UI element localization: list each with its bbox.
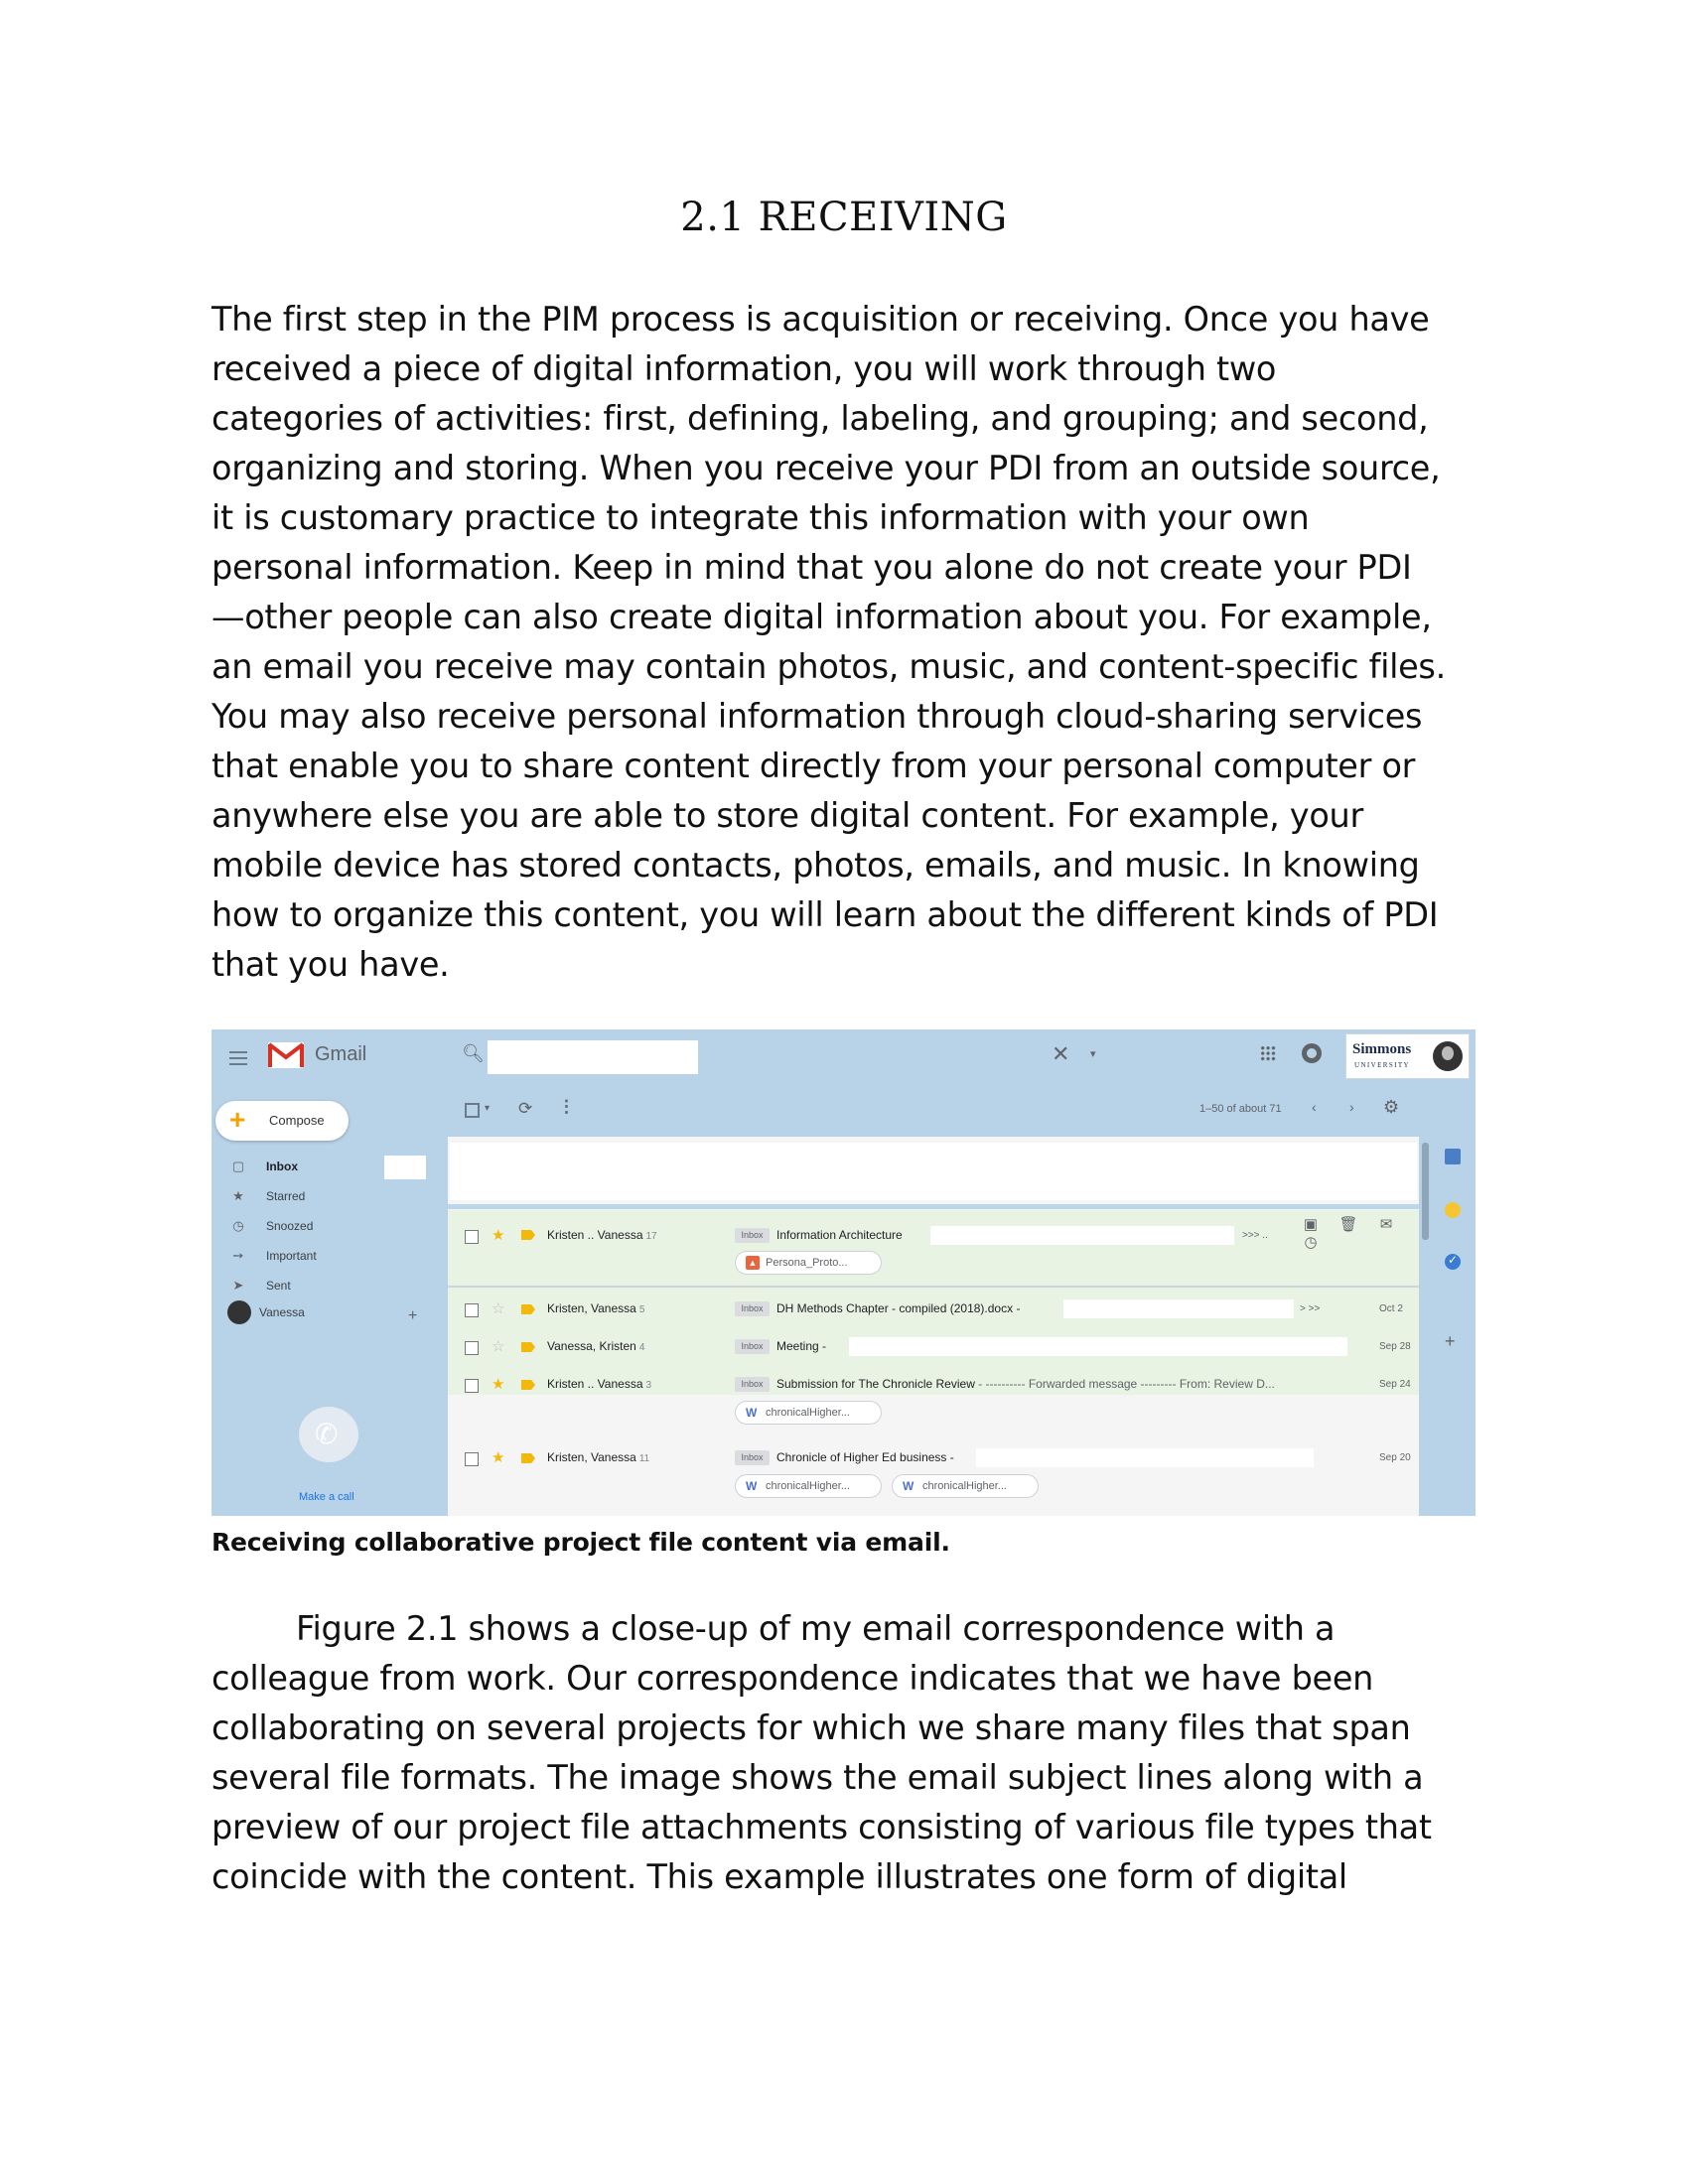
row-actions xyxy=(1292,1215,1419,1251)
keep-icon[interactable] xyxy=(1445,1202,1461,1218)
sidebar-item-snoozed[interactable] xyxy=(211,1212,448,1242)
row-subject: Meeting - xyxy=(776,1339,827,1353)
sidebar-item-sent[interactable] xyxy=(211,1272,448,1301)
notifications-icon[interactable] xyxy=(1302,1043,1322,1063)
inbox-label-badge: Inbox xyxy=(735,1450,770,1465)
row-subject: Information Architecture xyxy=(776,1228,903,1242)
make-call-link[interactable]: Make a call xyxy=(299,1491,354,1503)
promo-banner xyxy=(450,1143,1417,1200)
snippet-area xyxy=(1063,1299,1294,1318)
attachment-chip[interactable]: W chronicalHigher... xyxy=(892,1474,1039,1498)
row-subject: Chronicle of Higher Ed business - xyxy=(776,1450,954,1464)
intro-paragraph xyxy=(211,295,1482,990)
row-date: Sep 28 xyxy=(1379,1341,1411,1352)
app-name: Gmail xyxy=(315,1043,367,1065)
paragraph-line: The first step in the PIM process is acquisition or receiving. Once you have xyxy=(211,300,1430,339)
mark-read-icon[interactable]: ✉ xyxy=(1379,1216,1393,1233)
figure-paragraph xyxy=(211,1604,1482,1902)
snooze-icon[interactable]: ◷ xyxy=(1304,1234,1318,1251)
figure-caption: Receiving collaborative project file content via email. xyxy=(211,1528,950,1557)
attachment-chip[interactable]: W chronicalHigher... xyxy=(735,1474,882,1498)
sidebar-item-label: Snoozed xyxy=(266,1219,314,1233)
table-row[interactable] xyxy=(448,1363,1419,1433)
compose-plus-icon: + xyxy=(229,1104,246,1135)
sidebar-item-label: Inbox xyxy=(266,1160,298,1173)
chevron-down-icon[interactable]: ▾ xyxy=(485,1103,491,1114)
paragraph-line: categories of activities: first, defining, labeling, and grouping; and second, xyxy=(211,399,1429,438)
attachment-chip[interactable]: W chronicalHigher... xyxy=(735,1401,882,1425)
paragraph-line: anywhere else you are able to store digital content. For example, your xyxy=(211,796,1363,835)
table-row[interactable] xyxy=(448,1325,1419,1363)
trash-icon[interactable]: 🗑︎ xyxy=(1338,1216,1358,1233)
divider xyxy=(448,1204,1419,1209)
pdf-file-icon: ▲ xyxy=(746,1256,760,1270)
important-marker-icon[interactable] xyxy=(521,1380,535,1390)
inbox-label-badge: Inbox xyxy=(735,1228,770,1243)
hangouts-user-name: Vanessa xyxy=(259,1305,305,1319)
paragraph-line: mobile device has stored contacts, photos, emails, and music. In knowing xyxy=(211,846,1420,885)
side-panel xyxy=(1431,1137,1476,1516)
snippet-area xyxy=(930,1226,1234,1245)
paragraph-line: that you have. xyxy=(211,945,450,984)
paragraph-line: —other people can also create digital information about you. For example, xyxy=(211,598,1432,636)
compose-button[interactable] xyxy=(215,1101,349,1141)
word-document-icon: W xyxy=(746,1479,758,1493)
calendar-icon[interactable] xyxy=(1445,1149,1461,1164)
star-icon[interactable]: ★ xyxy=(492,1449,505,1466)
add-addon-icon[interactable]: + xyxy=(1445,1331,1456,1351)
gear-icon[interactable]: ⚙ xyxy=(1383,1097,1400,1117)
star-icon[interactable]: ☆ xyxy=(492,1338,505,1355)
search-icon[interactable]: 🔍︎ xyxy=(462,1043,485,1063)
send-icon: ➤ xyxy=(232,1278,244,1293)
important-marker-icon[interactable] xyxy=(521,1304,535,1314)
scrollbar[interactable] xyxy=(1420,1137,1430,1516)
gmail-screenshot-figure xyxy=(211,1029,1476,1516)
important-icon: ➙ xyxy=(232,1248,244,1263)
row-date: Oct 2 xyxy=(1379,1303,1403,1314)
sidebar-item-important[interactable] xyxy=(211,1242,448,1272)
clock-icon: ◷ xyxy=(232,1218,244,1233)
paragraph-line: that enable you to share content directly from your personal computer or xyxy=(211,747,1416,785)
important-marker-icon[interactable] xyxy=(521,1230,535,1240)
paragraph-line: several file formats. The image shows the email subject lines along with a xyxy=(211,1758,1424,1797)
paragraph-line: how to organize this content, you will learn about the different kinds of PDI xyxy=(211,895,1439,934)
row-sender: Kristen .. Vanessa 3 xyxy=(547,1377,652,1391)
avatar xyxy=(227,1300,251,1324)
row-snippet: - ---------- Forwarded message --------- From: Review D... xyxy=(974,1377,1275,1391)
paragraph-line: preview of our project file attachments consisting of various file types that xyxy=(211,1808,1432,1846)
archive-icon[interactable]: ▣ xyxy=(1303,1216,1319,1233)
attachment-chip[interactable]: ▲ Persona_Proto... xyxy=(735,1251,882,1275)
paragraph-line: You may also receive personal information through cloud-sharing services xyxy=(211,697,1423,736)
inbox-label-badge: Inbox xyxy=(735,1377,770,1392)
row-checkbox[interactable] xyxy=(465,1303,479,1317)
message-list xyxy=(448,1137,1419,1516)
apps-grid-icon[interactable] xyxy=(1260,1045,1276,1061)
row-date: Sep 24 xyxy=(1379,1379,1411,1390)
inbox-label-badge: Inbox xyxy=(735,1339,770,1354)
row-sender: Vanessa, Kristen 4 xyxy=(547,1339,645,1353)
important-marker-icon[interactable] xyxy=(521,1453,535,1463)
row-checkbox[interactable] xyxy=(465,1341,479,1355)
row-sender: Kristen, Vanessa 11 xyxy=(547,1450,650,1464)
star-icon: ★ xyxy=(232,1188,244,1203)
compose-label: Compose xyxy=(269,1113,325,1128)
account-name: Simmons xyxy=(1352,1041,1412,1057)
pagination-status: 1–50 of about 71 xyxy=(1199,1103,1282,1115)
inbox-icon: ▢ xyxy=(231,1159,245,1173)
row-date: Sep 20 xyxy=(1379,1452,1411,1463)
paragraph-line: colleague from work. Our correspondence indicates that we have been xyxy=(211,1659,1374,1698)
account-badge[interactable] xyxy=(1345,1033,1470,1079)
thread-marker: >>> .. xyxy=(1242,1230,1268,1241)
table-row[interactable] xyxy=(448,1288,1419,1325)
word-document-icon: W xyxy=(746,1406,758,1420)
next-page-icon[interactable]: › xyxy=(1349,1099,1354,1115)
phone-call-icon[interactable] xyxy=(299,1407,358,1462)
sidebar-item-label: Starred xyxy=(266,1189,306,1203)
table-row[interactable] xyxy=(448,1436,1419,1516)
snippet-area xyxy=(849,1337,1347,1356)
sidebar-item-label: Sent xyxy=(266,1279,291,1293)
paragraph-line: collaborating on several projects for which we share many files that span xyxy=(211,1708,1411,1747)
search-input[interactable] xyxy=(488,1040,698,1074)
star-icon[interactable]: ★ xyxy=(492,1227,505,1244)
row-checkbox[interactable] xyxy=(465,1452,479,1466)
row-checkbox[interactable] xyxy=(465,1379,479,1393)
paragraph-line: Figure 2.1 shows a close-up of my email correspondence with a xyxy=(296,1609,1336,1648)
main-menu-icon[interactable] xyxy=(229,1051,247,1065)
row-subject: DH Methods Chapter - compiled (2018).docx - xyxy=(776,1301,1021,1315)
sidebar-item-inbox[interactable] xyxy=(211,1153,448,1182)
thread-marker: > >> xyxy=(1300,1303,1321,1314)
clear-search-icon[interactable]: ✕ xyxy=(1052,1041,1070,1066)
row-sender: Kristen .. Vanessa 17 xyxy=(547,1228,657,1242)
search-options-icon[interactable]: ▾ xyxy=(1090,1048,1096,1060)
paragraph-line: coincide with the content. This example illustrates one form of digital xyxy=(211,1857,1347,1896)
tasks-icon[interactable] xyxy=(1445,1254,1461,1270)
avatar xyxy=(1433,1041,1463,1071)
important-marker-icon[interactable] xyxy=(521,1342,535,1352)
star-icon[interactable]: ☆ xyxy=(492,1300,505,1317)
paragraph-line: organizing and storing. When you receive your PDI from an outside source, xyxy=(211,449,1441,487)
account-sub: UNIVERSITY xyxy=(1354,1061,1410,1069)
sidebar-item-label: Important xyxy=(266,1249,317,1263)
word-document-icon: W xyxy=(903,1479,914,1493)
paragraph-line: received a piece of digital information, you will work through two xyxy=(211,349,1277,388)
row-subject: Submission for The Chronicle Review - ---------- Forwarded message --------- From: Review D... xyxy=(776,1377,1275,1391)
sidebar-item-starred[interactable] xyxy=(211,1182,448,1212)
star-icon[interactable]: ★ xyxy=(492,1376,505,1393)
row-checkbox[interactable] xyxy=(465,1230,479,1244)
paragraph-line: personal information. Keep in mind that you alone do not create your PDI xyxy=(211,548,1412,587)
unread-count xyxy=(384,1156,426,1179)
row-sender: Kristen, Vanessa 5 xyxy=(547,1301,645,1315)
more-options-icon[interactable]: ⋮ xyxy=(558,1097,575,1116)
section-heading: 2.1 RECEIVING xyxy=(680,195,1008,240)
refresh-icon[interactable]: ⟳ xyxy=(518,1099,533,1118)
gmail-logo-icon xyxy=(267,1041,305,1069)
paragraph-line: an email you receive may contain photos, music, and content-specific files. xyxy=(211,647,1446,686)
add-contact-icon[interactable]: + xyxy=(408,1307,418,1324)
snippet-area xyxy=(976,1448,1314,1467)
scroll-thumb[interactable] xyxy=(1422,1143,1429,1240)
select-all-checkbox[interactable] xyxy=(465,1103,480,1118)
inbox-label-badge: Inbox xyxy=(735,1301,770,1316)
previous-page-icon[interactable]: ‹ xyxy=(1312,1099,1317,1115)
paragraph-line: it is customary practice to integrate this information with your own xyxy=(211,498,1310,537)
